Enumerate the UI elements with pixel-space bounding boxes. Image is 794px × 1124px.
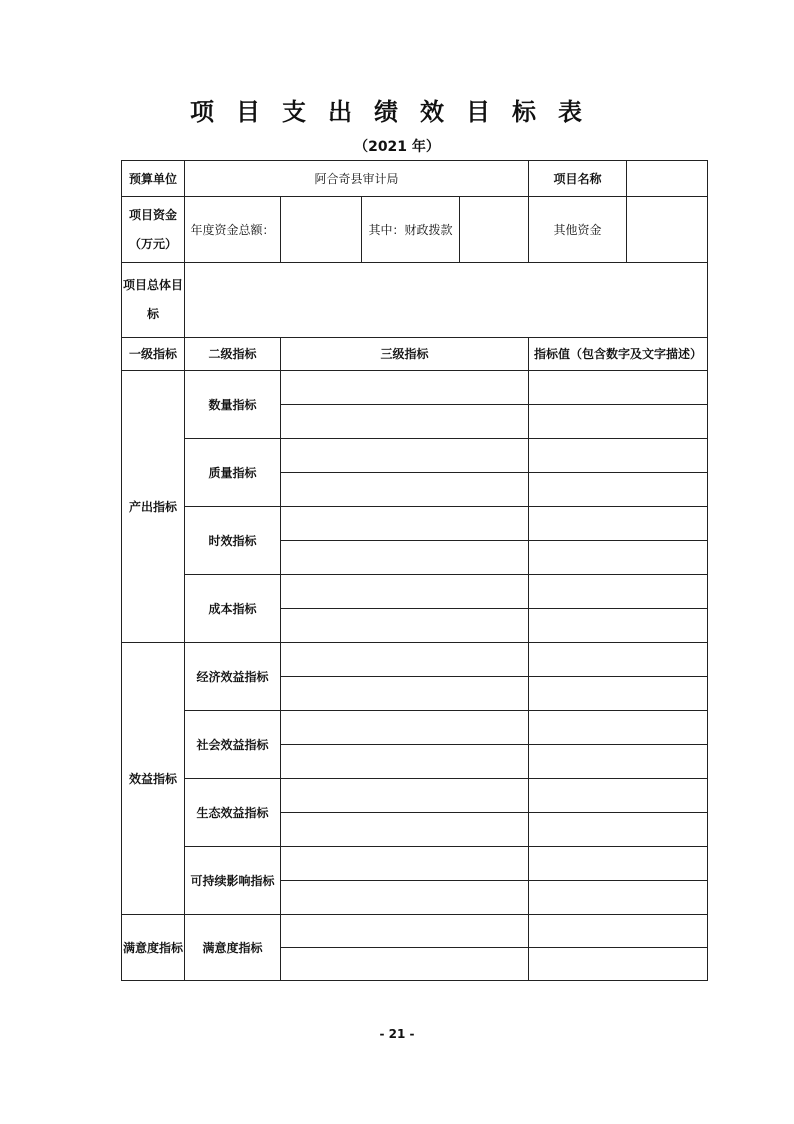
- value-cell[interactable]: [529, 507, 708, 541]
- project-funds-label-line1: 项目资金: [128, 207, 177, 222]
- table-row: [122, 915, 708, 948]
- budget-unit-row: [122, 161, 708, 197]
- output-indicator-label: 产出指标: [122, 371, 185, 643]
- annual-total-value[interactable]: [281, 197, 362, 263]
- other-funds-label: 其他资金: [529, 197, 627, 263]
- year-subtitle: （2021 年）: [354, 139, 440, 155]
- value-cell[interactable]: [529, 405, 708, 439]
- value-cell[interactable]: [529, 575, 708, 609]
- overall-goal-label-line1: 项目总体目: [122, 278, 183, 293]
- level3-cell[interactable]: [281, 609, 529, 643]
- column-header-row: [122, 338, 708, 371]
- value-cell[interactable]: [529, 779, 708, 813]
- page-number: - 21 -: [379, 1027, 415, 1041]
- satisfaction-indicator-label: 满意度指标: [122, 915, 185, 981]
- overall-goal-value[interactable]: [185, 263, 708, 338]
- social-benefit-label: 社会效益指标: [185, 711, 281, 779]
- level3-cell[interactable]: [281, 575, 529, 609]
- value-cell[interactable]: [529, 609, 708, 643]
- ecological-benefit-label: 生态效益指标: [185, 779, 281, 847]
- header-value: 指标值（包含数字及文字描述）: [529, 338, 708, 371]
- page-title: 项目支出绩效目标表: [190, 97, 604, 126]
- value-cell[interactable]: [529, 711, 708, 745]
- overall-goal-label-line2: 标: [146, 307, 159, 321]
- project-funds-label: [122, 197, 185, 263]
- value-cell[interactable]: [529, 847, 708, 881]
- value-cell[interactable]: [529, 541, 708, 575]
- level3-cell[interactable]: [281, 881, 529, 915]
- level3-cell[interactable]: [281, 507, 529, 541]
- project-name-value[interactable]: [627, 161, 708, 197]
- level3-cell[interactable]: [281, 847, 529, 881]
- budget-unit-value[interactable]: 阿合奇县审计局: [185, 161, 529, 197]
- overall-goal-row: [122, 263, 708, 338]
- value-cell[interactable]: [529, 439, 708, 473]
- header-level2: 二级指标: [185, 338, 281, 371]
- project-funds-label-line2: （万元）: [128, 236, 177, 251]
- level3-cell[interactable]: [281, 405, 529, 439]
- table-row: [122, 643, 708, 677]
- other-funds-value[interactable]: [627, 197, 708, 263]
- level3-cell[interactable]: [281, 948, 529, 981]
- economic-benefit-label: 经济效益指标: [185, 643, 281, 711]
- level3-cell[interactable]: [281, 643, 529, 677]
- table-row: [122, 779, 708, 813]
- overall-goal-label: [122, 263, 185, 338]
- level3-cell[interactable]: [281, 473, 529, 507]
- table-row: [122, 711, 708, 745]
- value-cell[interactable]: [529, 677, 708, 711]
- timeliness-indicator-label: 时效指标: [185, 507, 281, 575]
- table-row: [122, 439, 708, 473]
- cost-indicator-label: 成本指标: [185, 575, 281, 643]
- level3-cell[interactable]: [281, 371, 529, 405]
- level3-cell[interactable]: [281, 745, 529, 779]
- level3-cell[interactable]: [281, 915, 529, 948]
- value-cell[interactable]: [529, 813, 708, 847]
- budget-unit-label: 预算单位: [122, 161, 185, 197]
- level3-cell[interactable]: [281, 711, 529, 745]
- annual-total-label: 年度资金总额：: [185, 197, 281, 263]
- satisfaction-sub-label: 满意度指标: [185, 915, 281, 981]
- sustainable-impact-label: 可持续影响指标: [185, 847, 281, 915]
- benefit-indicator-label: 效益指标: [122, 643, 185, 915]
- fiscal-appropriation-value[interactable]: [460, 197, 529, 263]
- quality-indicator-label: 质量指标: [185, 439, 281, 507]
- header-level1: 一级指标: [122, 338, 185, 371]
- header-level3: 三级指标: [281, 338, 529, 371]
- value-cell[interactable]: [529, 881, 708, 915]
- level3-cell[interactable]: [281, 677, 529, 711]
- level3-cell[interactable]: [281, 813, 529, 847]
- table-row: [122, 371, 708, 405]
- fiscal-appropriation-label: 其中：财政拨款: [362, 197, 460, 263]
- value-cell[interactable]: [529, 643, 708, 677]
- level3-cell[interactable]: [281, 541, 529, 575]
- value-cell[interactable]: [529, 948, 708, 981]
- table-row: [122, 507, 708, 541]
- level3-cell[interactable]: [281, 779, 529, 813]
- level3-cell[interactable]: [281, 439, 529, 473]
- performance-target-table: [121, 160, 708, 981]
- funds-row: [122, 197, 708, 263]
- quantity-indicator-label: 数量指标: [185, 371, 281, 439]
- table-row: [122, 575, 708, 609]
- project-name-label: 项目名称: [529, 161, 627, 197]
- value-cell[interactable]: [529, 745, 708, 779]
- value-cell[interactable]: [529, 473, 708, 507]
- value-cell[interactable]: [529, 915, 708, 948]
- value-cell[interactable]: [529, 371, 708, 405]
- table-row: [122, 847, 708, 881]
